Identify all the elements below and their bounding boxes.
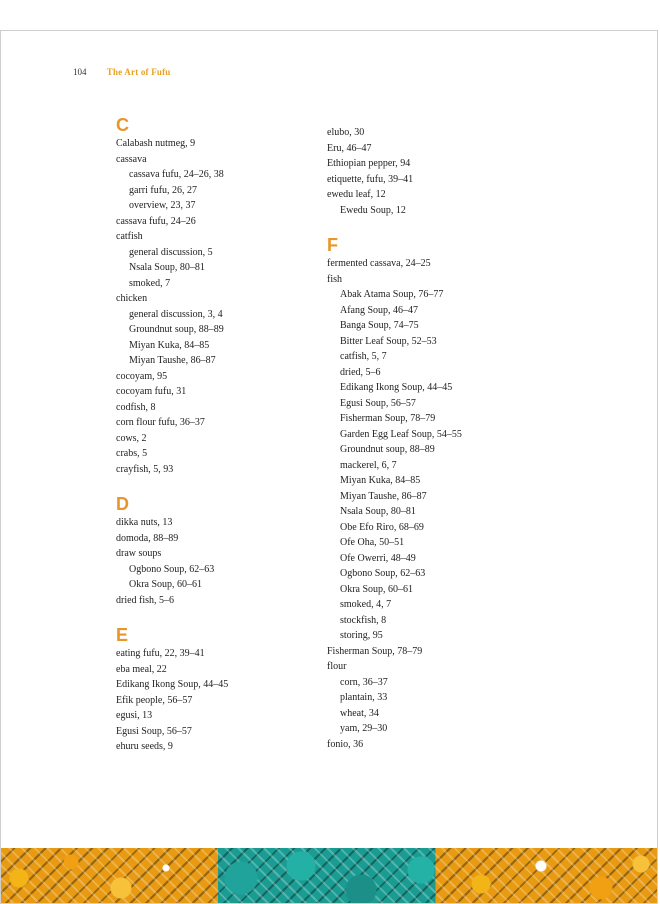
index-entry: Edikang Ikong Soup, 44–45 bbox=[116, 679, 229, 690]
index-entry: fish bbox=[327, 273, 342, 285]
section-spacer bbox=[327, 115, 527, 125]
book-page bbox=[0, 30, 658, 904]
index-entry: Efik people, 56–57 bbox=[116, 694, 193, 706]
index-entry: cocoyam, 95 bbox=[116, 370, 168, 382]
index-entry: crabs, 5 bbox=[116, 448, 148, 459]
index-subentry: yam, 29–30 bbox=[340, 723, 388, 734]
section-spacer bbox=[116, 477, 296, 494]
index-subentry: Groundnut soup, 88–89 bbox=[340, 444, 435, 455]
index-column-left bbox=[116, 115, 296, 755]
index-subentry: Obe Efo Riro, 68–69 bbox=[340, 521, 424, 533]
index-entry: egusi, 13 bbox=[116, 710, 153, 721]
index-subentry: Egusi Soup, 56–57 bbox=[340, 397, 416, 409]
index-subentry: Garden Egg Leaf Soup, 54–55 bbox=[340, 428, 462, 440]
index-entry: codfish, 8 bbox=[116, 401, 156, 413]
decorative-pattern-band bbox=[1, 848, 658, 904]
index-subentry: Ofe Owerri, 48–49 bbox=[340, 552, 416, 564]
index-subentry: stockfish, 8 bbox=[340, 614, 387, 626]
index-subentry: Miyan Kuka, 84–85 bbox=[340, 475, 421, 486]
index-entry: corn flour fufu, 36–37 bbox=[116, 417, 205, 428]
index-subentry: garri fufu, 26, 27 bbox=[129, 184, 198, 196]
index-subentry: general discussion, 3, 4 bbox=[129, 308, 223, 320]
index-entry: Eru, 46–47 bbox=[327, 142, 372, 154]
index-subentry: overview, 23, 37 bbox=[129, 200, 196, 211]
index-section-letter: D bbox=[116, 494, 129, 514]
index-subentry: Groundnut soup, 88–89 bbox=[129, 324, 224, 335]
index-subentry: Afang Soup, 46–47 bbox=[340, 304, 419, 316]
index-subentry: storing, 95 bbox=[340, 630, 383, 641]
index-entry: eba meal, 22 bbox=[116, 663, 167, 675]
index-subentry: Nsala Soup, 80–81 bbox=[340, 506, 416, 517]
index-entry: cows, 2 bbox=[116, 432, 147, 444]
index-subentry: general discussion, 5 bbox=[129, 246, 213, 258]
index-subentry: catfish, 5, 7 bbox=[340, 351, 387, 362]
index-entry: cassava bbox=[116, 153, 147, 165]
running-head bbox=[73, 66, 171, 78]
index-entry: flour bbox=[327, 661, 347, 672]
index-section-letter: E bbox=[116, 625, 129, 645]
index-subentry: dried, 5–6 bbox=[340, 366, 381, 378]
index-subentry: Ogbono Soup, 62–63 bbox=[129, 563, 215, 575]
index-entry: Ethiopian pepper, 94 bbox=[327, 158, 411, 169]
index-subentry: Ogbono Soup, 62–63 bbox=[340, 568, 426, 579]
index-entry: Fisherman Soup, 78–79 bbox=[327, 645, 423, 657]
index-entry: cocoyam fufu, 31 bbox=[116, 386, 187, 397]
index-subentry: Abak Atama Soup, 76–77 bbox=[340, 289, 444, 300]
index-column-right bbox=[327, 115, 527, 752]
index-subentry: smoked, 7 bbox=[129, 277, 171, 289]
index-entry: fermented cassava, 24–25 bbox=[327, 258, 431, 269]
index-entry: cassava fufu, 24–26 bbox=[116, 215, 196, 227]
index-entry: ewedu leaf, 12 bbox=[327, 189, 386, 200]
section-spacer bbox=[116, 608, 296, 625]
index-entry: eating fufu, 22, 39–41 bbox=[116, 648, 205, 659]
index-subentry: Ofe Oha, 50–51 bbox=[340, 537, 405, 548]
index-subentry: Banga Soup, 74–75 bbox=[340, 320, 419, 331]
index-entry: Egusi Soup, 56–57 bbox=[116, 725, 192, 737]
index-entry: fonio, 36 bbox=[327, 738, 364, 750]
index-entry: dried fish, 5–6 bbox=[116, 594, 175, 606]
section-spacer bbox=[327, 218, 527, 235]
index-section-letter: C bbox=[116, 115, 129, 135]
index-section-letter: F bbox=[327, 235, 338, 255]
index-subentry: Nsala Soup, 80–81 bbox=[129, 262, 205, 273]
index-subentry: Okra Soup, 60–61 bbox=[129, 579, 203, 590]
index-subentry: Miyan Kuka, 84–85 bbox=[129, 339, 210, 351]
index-entry: etiquette, fufu, 39–41 bbox=[327, 173, 414, 185]
index-subentry: wheat, 34 bbox=[340, 707, 379, 719]
index-entry: draw soups bbox=[116, 548, 162, 559]
index-entry: ehuru seeds, 9 bbox=[116, 741, 173, 752]
index-subentry: mackerel, 6, 7 bbox=[340, 459, 397, 471]
index-subentry: Bitter Leaf Soup, 52–53 bbox=[340, 335, 437, 347]
index-entry: chicken bbox=[116, 293, 148, 304]
book-title: The Art of Fufu bbox=[106, 67, 171, 77]
index-entry: catfish bbox=[116, 231, 143, 242]
page-number: 104 bbox=[73, 67, 87, 77]
index-subentry: Miyan Taushe, 86–87 bbox=[129, 355, 216, 366]
index-entry: dikka nuts, 13 bbox=[116, 517, 173, 528]
index-entry: crayfish, 5, 93 bbox=[116, 463, 174, 475]
index-subentry: corn, 36–37 bbox=[340, 676, 388, 688]
index-subentry: cassava fufu, 24–26, 38 bbox=[129, 169, 224, 180]
index-subentry: Ewedu Soup, 12 bbox=[340, 204, 406, 216]
index-subentry: smoked, 4, 7 bbox=[340, 599, 392, 610]
index-subentry: plantain, 33 bbox=[340, 692, 388, 703]
index-entry: Calabash nutmeg, 9 bbox=[116, 138, 196, 149]
index-entry: elubo, 30 bbox=[327, 127, 365, 138]
index-subentry: Edikang Ikong Soup, 44–45 bbox=[340, 382, 453, 393]
index-subentry: Fisherman Soup, 78–79 bbox=[340, 413, 436, 424]
index-subentry: Miyan Taushe, 86–87 bbox=[340, 490, 427, 502]
index-entry: domoda, 88–89 bbox=[116, 532, 179, 544]
index-subentry: Okra Soup, 60–61 bbox=[340, 583, 414, 595]
